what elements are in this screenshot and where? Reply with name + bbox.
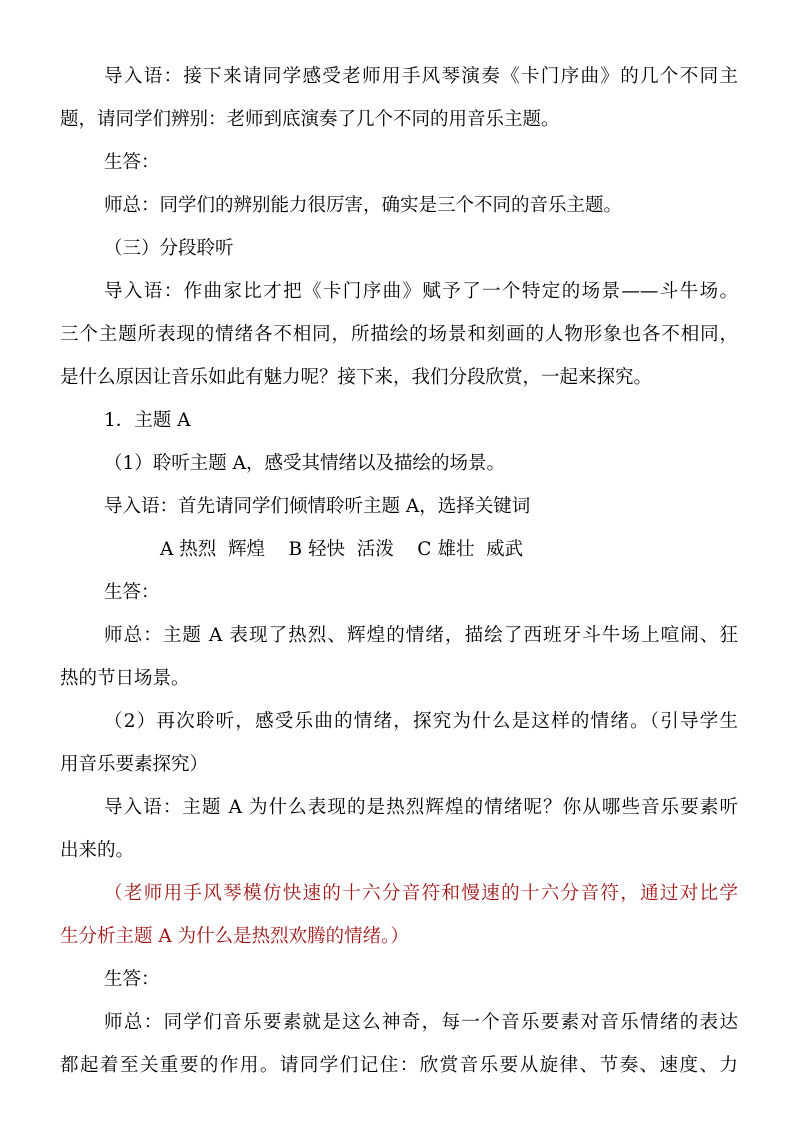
step-heading: （1）聆听主题 A，感受其情绪以及描绘的场景。 [104, 453, 506, 474]
teacher-demo-note-line-1: （老师用手风琴模仿快速的十六分音符和慢速的十六分音符，通过对比学 [104, 883, 738, 904]
intro-line-1: 导入语：作曲家比才把《卡门序曲》赋予了一个特定的场景——斗牛场。 [104, 281, 738, 302]
intro-line-1: 导入语：主题 A 为什么表现的是热烈辉煌的情绪呢？你从哪些音乐要素听 [104, 797, 738, 818]
teacher-summary: 师总：同学们的辨别能力很厉害，确实是三个不同的音乐主题。 [104, 195, 623, 216]
step-line-1: （2）再次聆听，感受乐曲的情绪，探究为什么是这样的情绪。（引导学生 [104, 711, 738, 732]
student-answer: 生答： [104, 969, 160, 990]
section-heading: （三）分段聆听 [104, 238, 234, 259]
intro-line-3: 是什么原因让音乐如此有魅力呢？接下来，我们分段欣赏，一起来探究。 [60, 367, 653, 388]
intro-line-2: 出来的。 [60, 840, 135, 861]
teacher-demo-note-line-2: 生分析主题 A 为什么是热烈欢腾的情绪。） [60, 926, 409, 947]
intro-line-1: 导入语：接下来请同学感受老师用手风琴演奏《卡门序曲》的几个不同主 [104, 66, 738, 87]
intro-line: 导入语：首先请同学们倾情聆听主题 A，选择关键词 [104, 496, 531, 517]
teacher-summary-line-1: 师总：主题 A 表现了热烈、辉煌的情绪，描绘了西班牙斗牛场上喧闹、狂 [104, 625, 738, 646]
intro-line-2: 题，请同学们辨别：老师到底演奏了几个不同的用音乐主题。 [60, 109, 560, 130]
intro-line-2: 三个主题所表现的情绪各不相同，所描绘的场景和刻画的人物形象也各不相同， [60, 324, 738, 345]
teacher-summary-line-2: 热的节日场景。 [60, 668, 190, 689]
teacher-summary-line-1: 师总：同学们音乐要素就是这么神奇，每一个音乐要素对音乐情绪的表达 [104, 1012, 738, 1033]
student-answer: 生答： [104, 582, 160, 603]
step-line-2: 用音乐要素探究） [60, 754, 209, 775]
student-answer: 生答： [104, 152, 160, 173]
teacher-summary-line-2: 都起着至关重要的作用。请同学们记住：欣赏音乐要从旋律、节奏、速度、力 [60, 1055, 738, 1076]
keyword-options: A 热烈 辉煌 B 轻快 活泼 C 雄壮 威武 [160, 539, 524, 560]
subsection-heading: 1．主题 A [104, 410, 191, 431]
